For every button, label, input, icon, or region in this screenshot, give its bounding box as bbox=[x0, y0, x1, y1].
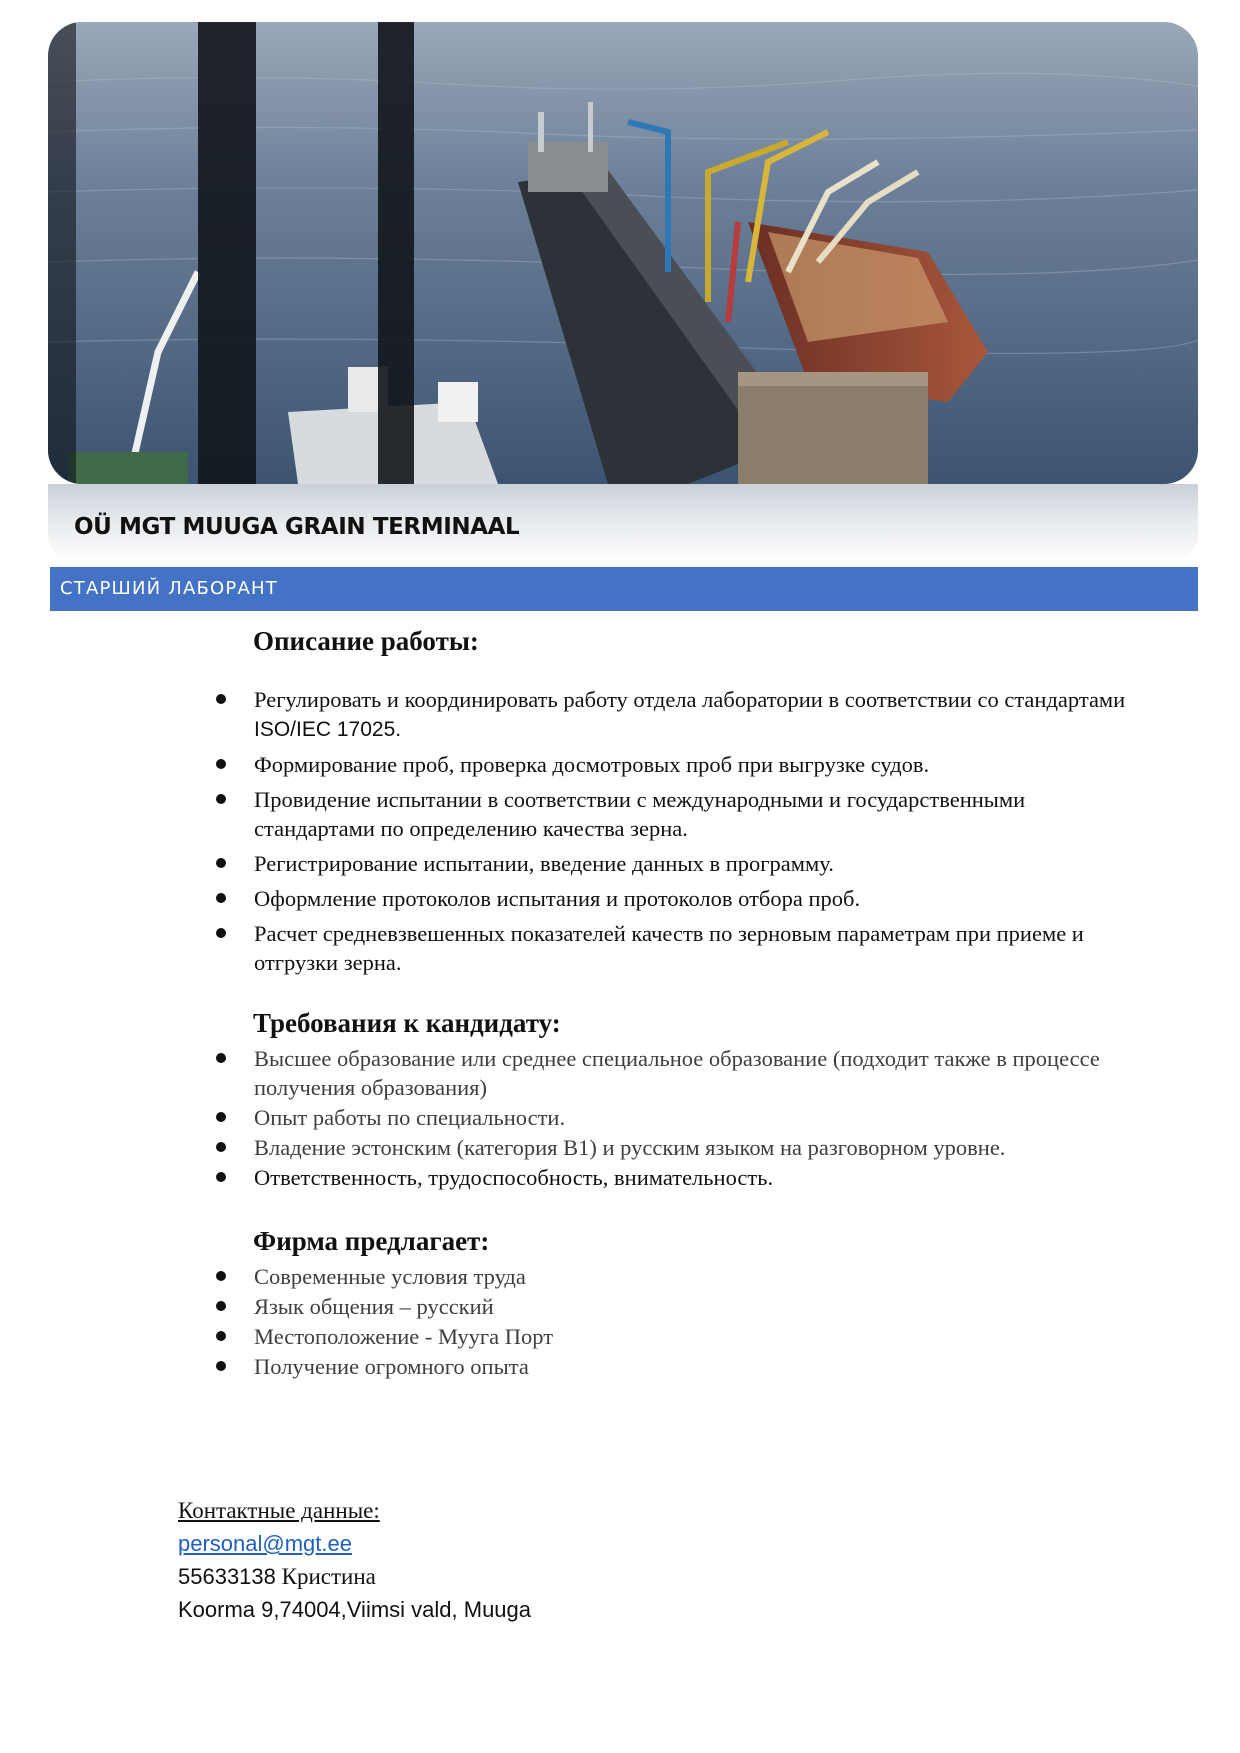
list-item: Ответственность, трудоспособность, внимательность. bbox=[210, 1163, 1140, 1192]
bullet-icon bbox=[216, 794, 226, 804]
list-item: Регистрирование испытании, введение данных в программу. bbox=[210, 849, 1140, 878]
bullet-icon bbox=[216, 1271, 226, 1281]
hero-photo bbox=[48, 22, 1198, 484]
bullet-icon bbox=[216, 1172, 226, 1182]
bullet-icon bbox=[216, 858, 226, 868]
requirements-title: Требования к кандидату: bbox=[253, 1008, 561, 1038]
bullet-icon bbox=[216, 1361, 226, 1371]
bullet-icon bbox=[216, 1142, 226, 1152]
company-name: OÜ MGT MUUGA GRAIN TERMINAAL bbox=[74, 514, 520, 540]
contact-person: Кристина bbox=[281, 1564, 376, 1589]
position-banner: СТАРШИЙ ЛАБОРАНТ bbox=[50, 567, 1198, 611]
requirements-list bbox=[210, 1044, 1140, 1193]
list-item: Язык общения – русский bbox=[210, 1292, 1140, 1321]
bullet-icon bbox=[216, 928, 226, 938]
bullet-icon bbox=[216, 1331, 226, 1341]
contact-block bbox=[178, 1494, 531, 1626]
email-link[interactable]: personal@mgt.ee bbox=[178, 1531, 352, 1556]
bullet-icon bbox=[216, 1053, 226, 1063]
list-item: Получение огромного опыта bbox=[210, 1352, 1140, 1381]
bullet-icon bbox=[216, 694, 226, 704]
phone-line bbox=[178, 1560, 531, 1593]
list-item: Регулировать и координировать работу отдела лаборатории в соответствии со стандартами ISO/IEC 17025. bbox=[210, 685, 1140, 744]
port-terminal-photo bbox=[48, 22, 1198, 484]
offer-list bbox=[210, 1262, 1140, 1382]
list-item: Оформление протоколов испытания и протоколов отбора проб. bbox=[210, 884, 1140, 913]
offer-title: Фирма предлагает: bbox=[253, 1226, 490, 1256]
bullet-icon bbox=[216, 893, 226, 903]
description-title: Описание работы: bbox=[253, 626, 479, 656]
bullet-icon bbox=[216, 1112, 226, 1122]
list-item: Владение эстонским (категория В1) и русским языком на разговорном уровне. bbox=[210, 1133, 1140, 1162]
list-item: Формирование проб, проверка досмотровых проб при выгрузке судов. bbox=[210, 750, 1140, 779]
list-item: Провидение испытании в соответствии с международными и государственными стандартами по определению качества зерна. bbox=[210, 785, 1140, 843]
list-item: Высшее образование или среднее специальное образование (подходит также в процессе получения образования) bbox=[210, 1044, 1140, 1102]
contact-label: Контактные данные: bbox=[178, 1498, 380, 1523]
list-item: Опыт работы по специальности. bbox=[210, 1103, 1140, 1132]
list-item: Современные условия труда bbox=[210, 1262, 1140, 1291]
phone-number: 55633138 bbox=[178, 1564, 276, 1589]
description-list bbox=[210, 685, 1140, 983]
bullet-icon bbox=[216, 759, 226, 769]
bullet-icon bbox=[216, 1301, 226, 1311]
list-item: Местоположение - Мууга Порт bbox=[210, 1322, 1140, 1351]
list-item: Расчет средневзвешенных показателей качеств по зерновым параметрам при приеме и отгрузки зерна. bbox=[210, 919, 1140, 977]
address: Koorma 9,74004,Viimsi vald, Muuga bbox=[178, 1597, 532, 1622]
